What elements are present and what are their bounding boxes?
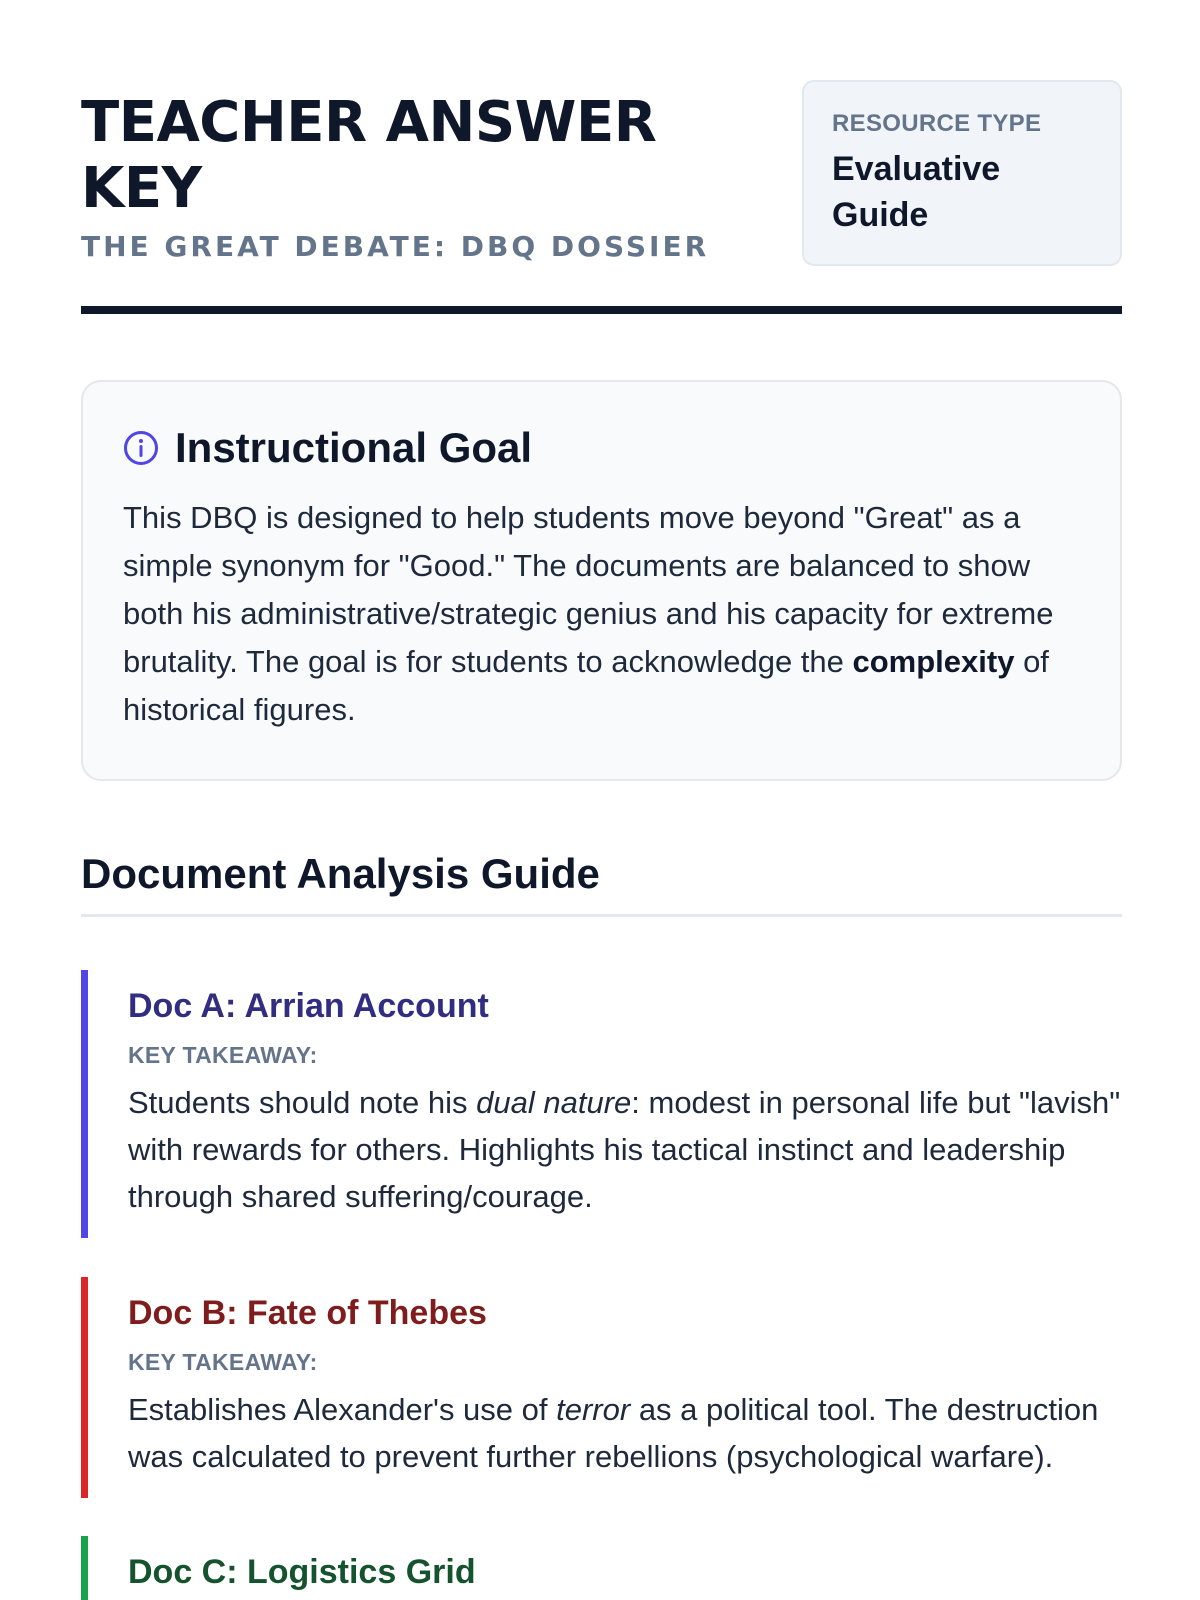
section-divider xyxy=(81,914,1122,917)
info-icon xyxy=(123,430,159,466)
doc-card-c xyxy=(81,1536,1122,1600)
doc-takeaway-label: KEY TAKEAWAY: xyxy=(128,1042,318,1068)
page-title: TEACHER ANSWER KEY xyxy=(81,90,657,221)
doc-takeaway-text xyxy=(128,1079,1122,1220)
doc-text-post: : modest in personal life but "lavish" with rewards for others. Highlights his tactical instinct and leadership through shared suffering/courage. xyxy=(128,1085,1121,1214)
goal-title: Instructional Goal xyxy=(175,424,533,471)
doc-text-pre: Establishes Alexander's use of xyxy=(128,1392,557,1427)
doc-text-post: as a political tool. The destruction was calculated to prevent further rebellions (psychological warfare). xyxy=(128,1392,1099,1474)
title-block xyxy=(81,90,761,263)
goal-text-bold: complexity xyxy=(852,644,1015,679)
page-subtitle: THE GREAT DEBATE: DBQ DOSSIER xyxy=(81,230,710,263)
instructional-goal-card xyxy=(81,380,1122,781)
doc-takeaway-label: KEY TAKEAWAY: xyxy=(128,1349,318,1375)
doc-accent-bar xyxy=(81,1277,88,1498)
doc-text-pre: Students should note his xyxy=(128,1085,477,1120)
goal-heading xyxy=(123,424,1080,472)
doc-title: Doc C: Logistics Grid xyxy=(128,1553,476,1591)
goal-text-part2: of historical figures. xyxy=(123,644,1049,727)
analysis-section-title: Document Analysis Guide xyxy=(81,850,600,897)
doc-title: Doc A: Arrian Account xyxy=(128,987,489,1025)
doc-accent-bar xyxy=(81,970,88,1238)
doc-text-em: terror xyxy=(556,1392,631,1427)
doc-card-a xyxy=(81,970,1122,1238)
page-header xyxy=(81,80,1122,314)
doc-card-b xyxy=(81,1277,1122,1498)
goal-text-part1: This DBQ is designed to help students move beyond "Great" as a simple synonym for "Good." The documents are balanced to show both his administrative/strategic genius and his capacity for extreme brutality. The goal is for students to acknowledge the xyxy=(123,500,1054,679)
doc-title: Doc B: Fate of Thebes xyxy=(128,1294,487,1332)
doc-text-em: dual nature xyxy=(476,1085,632,1120)
goal-text xyxy=(123,494,1080,734)
doc-takeaway-text xyxy=(128,1386,1122,1480)
resource-type-value: Evaluative Guide xyxy=(832,150,1001,234)
resource-type-box xyxy=(802,80,1122,266)
header-divider xyxy=(81,306,1122,314)
resource-type-label: RESOURCE TYPE xyxy=(832,110,1042,137)
doc-accent-bar xyxy=(81,1536,88,1600)
